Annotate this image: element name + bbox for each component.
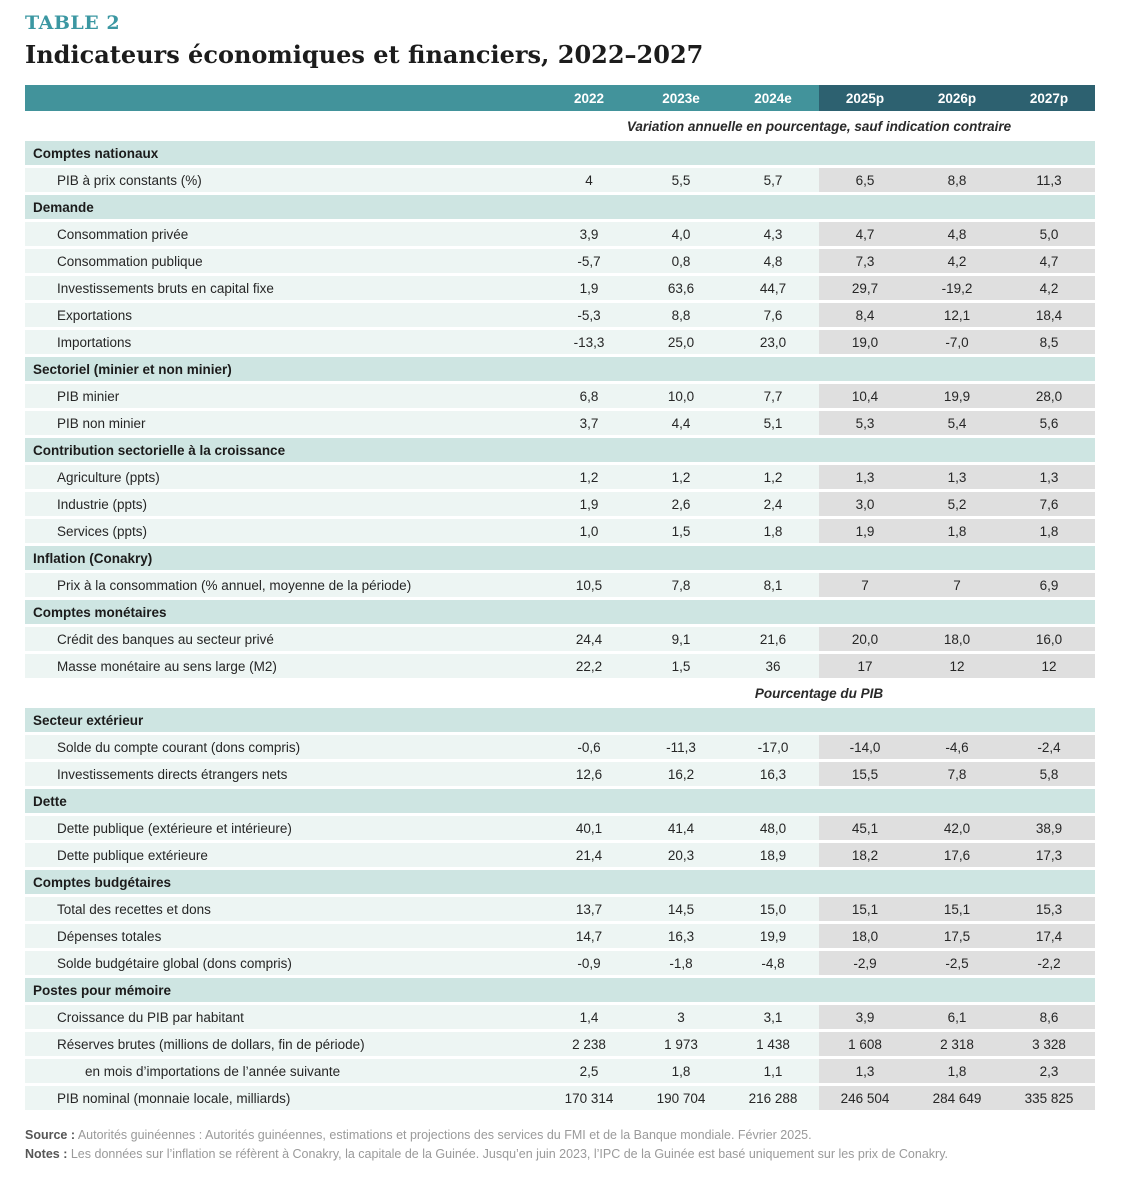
section-row — [25, 141, 1095, 165]
value-cell: 16,2 — [635, 762, 727, 786]
value-cell: 9,1 — [635, 627, 727, 651]
section-row — [25, 357, 1095, 381]
value-cell: 11,3 — [1003, 168, 1095, 192]
value-cell: 17 — [819, 654, 911, 678]
column-header-2026p: 2026p — [911, 85, 1003, 111]
section-row — [25, 978, 1095, 1002]
value-cell: 7,6 — [1003, 492, 1095, 516]
value-cell: 8,6 — [1003, 1005, 1095, 1029]
value-cell: 29,7 — [819, 276, 911, 300]
value-cell: 14,7 — [543, 924, 635, 948]
row-label: en mois d’importations de l’année suivante — [25, 1059, 543, 1083]
table-row — [25, 492, 1095, 516]
table-body — [25, 114, 1095, 1110]
value-cell: 16,0 — [1003, 627, 1095, 651]
section-label: Comptes nationaux — [33, 145, 159, 161]
value-cell: 10,4 — [819, 384, 911, 408]
value-cell: -14,0 — [819, 735, 911, 759]
value-cell: 38,9 — [1003, 816, 1095, 840]
value-cell: 25,0 — [635, 330, 727, 354]
value-cell: 1,9 — [819, 519, 911, 543]
row-label: Crédit des banques au secteur privé — [25, 627, 543, 651]
notes-note — [25, 1145, 1123, 1164]
row-label: PIB nominal (monnaie locale, milliards) — [25, 1086, 543, 1110]
value-cell: -0,9 — [543, 951, 635, 975]
table-row — [25, 951, 1095, 975]
value-cell: -4,6 — [911, 735, 1003, 759]
row-label: Consommation privée — [25, 222, 543, 246]
value-cell: 17,4 — [1003, 924, 1095, 948]
table-row — [25, 573, 1095, 597]
value-cell: 2,4 — [727, 492, 819, 516]
section-label: Inflation (Conakry) — [33, 550, 153, 566]
value-cell: 4,8 — [727, 249, 819, 273]
table-row — [25, 1005, 1095, 1029]
value-cell: -5,3 — [543, 303, 635, 327]
table-row — [25, 384, 1095, 408]
section-label: Dette — [33, 793, 67, 809]
value-cell: -5,7 — [543, 249, 635, 273]
table-row — [25, 1059, 1095, 1083]
value-cell: 36 — [727, 654, 819, 678]
table-header-row — [25, 85, 1095, 111]
row-label: Services (ppts) — [25, 519, 543, 543]
table-title: Indicateurs économiques et financiers, 2022–2027 — [25, 40, 704, 69]
value-cell: 8,8 — [911, 168, 1003, 192]
value-cell: 42,0 — [911, 816, 1003, 840]
value-cell: 20,0 — [819, 627, 911, 651]
section-row — [25, 870, 1095, 894]
value-cell: 28,0 — [1003, 384, 1095, 408]
value-cell: 22,2 — [543, 654, 635, 678]
value-cell: 3,1 — [727, 1005, 819, 1029]
value-cell: 4,0 — [635, 222, 727, 246]
notes-text: Les données sur l’inflation se réfèrent à Conakry, la capitale de la Guinée. Jusqu’en juin 2023, l’IPC de la Guinée est basé uniquement sur les prix de Conakry. — [70, 1146, 948, 1161]
value-cell: 7 — [911, 573, 1003, 597]
value-cell: 5,5 — [635, 168, 727, 192]
table-row — [25, 1032, 1095, 1056]
value-cell: 5,0 — [1003, 222, 1095, 246]
row-label: Prix à la consommation (% annuel, moyenne de la période) — [25, 573, 543, 597]
column-header-2024e: 2024e — [727, 85, 819, 111]
value-cell: 1,5 — [635, 654, 727, 678]
value-cell: -19,2 — [911, 276, 1003, 300]
value-cell: 8,4 — [819, 303, 911, 327]
column-header-2023e: 2023e — [635, 85, 727, 111]
value-cell: 12 — [911, 654, 1003, 678]
value-cell: 8,1 — [727, 573, 819, 597]
unit-note-row — [25, 681, 1095, 705]
table-row — [25, 1086, 1095, 1110]
table-row — [25, 168, 1095, 192]
source-note — [25, 1126, 1123, 1145]
value-cell: 6,1 — [911, 1005, 1003, 1029]
value-cell: 2,6 — [635, 492, 727, 516]
value-cell: 190 704 — [635, 1086, 727, 1110]
value-cell: 15,3 — [1003, 897, 1095, 921]
economic-indicators-table — [25, 85, 1095, 1110]
value-cell: 23,0 — [727, 330, 819, 354]
unit-note-row — [25, 114, 1095, 138]
value-cell: 18,0 — [819, 924, 911, 948]
value-cell: 1,8 — [1003, 519, 1095, 543]
value-cell: 7,8 — [911, 762, 1003, 786]
value-cell: 7,8 — [635, 573, 727, 597]
value-cell: 7 — [819, 573, 911, 597]
table-number-label: TABLE 2 — [25, 12, 121, 34]
value-cell: 15,0 — [727, 897, 819, 921]
section-label: Contribution sectorielle à la croissance — [33, 442, 286, 458]
section-row — [25, 789, 1095, 813]
value-cell: 5,4 — [911, 411, 1003, 435]
row-label: Solde budgétaire global (dons compris) — [25, 951, 543, 975]
value-cell: 7,7 — [727, 384, 819, 408]
table-row — [25, 276, 1095, 300]
row-label: Dette publique (extérieure et intérieure) — [25, 816, 543, 840]
row-label: Solde du compte courant (dons compris) — [25, 735, 543, 759]
value-cell: 17,6 — [911, 843, 1003, 867]
value-cell: 16,3 — [635, 924, 727, 948]
value-cell: 20,3 — [635, 843, 727, 867]
row-label: PIB minier — [25, 384, 543, 408]
value-cell: 8,8 — [635, 303, 727, 327]
value-cell: 170 314 — [543, 1086, 635, 1110]
value-cell: 246 504 — [819, 1086, 911, 1110]
value-cell: 1 438 — [727, 1032, 819, 1056]
table-row — [25, 465, 1095, 489]
value-cell: 1,3 — [819, 1059, 911, 1083]
value-cell: -7,0 — [911, 330, 1003, 354]
value-cell: 12 — [1003, 654, 1095, 678]
value-cell: 1,8 — [911, 1059, 1003, 1083]
value-cell: 3,9 — [543, 222, 635, 246]
value-cell: -2,4 — [1003, 735, 1095, 759]
value-cell: -11,3 — [635, 735, 727, 759]
value-cell: 1,2 — [635, 465, 727, 489]
value-cell: 1,4 — [543, 1005, 635, 1029]
value-cell: 4,4 — [635, 411, 727, 435]
section-row — [25, 600, 1095, 624]
value-cell: 5,8 — [1003, 762, 1095, 786]
value-cell: 5,6 — [1003, 411, 1095, 435]
value-cell: 48,0 — [727, 816, 819, 840]
section-row — [25, 195, 1095, 219]
table-row — [25, 924, 1095, 948]
value-cell: 1,9 — [543, 276, 635, 300]
value-cell: 8,5 — [1003, 330, 1095, 354]
note-spacer — [25, 681, 543, 705]
value-cell: 335 825 — [1003, 1086, 1095, 1110]
value-cell: 1,2 — [727, 465, 819, 489]
value-cell: 40,1 — [543, 816, 635, 840]
value-cell: 19,9 — [911, 384, 1003, 408]
section-row — [25, 708, 1095, 732]
section-label: Sectoriel (minier et non minier) — [33, 361, 232, 377]
value-cell: 2 318 — [911, 1032, 1003, 1056]
row-label: Agriculture (ppts) — [25, 465, 543, 489]
table-row — [25, 519, 1095, 543]
notes-label: Notes : — [25, 1146, 68, 1161]
value-cell: 4,3 — [727, 222, 819, 246]
value-cell: 1,3 — [911, 465, 1003, 489]
header-spacer — [25, 85, 543, 111]
section-label: Comptes budgétaires — [33, 874, 172, 890]
section-label: Postes pour mémoire — [33, 982, 172, 998]
row-label: Exportations — [25, 303, 543, 327]
value-cell: 6,8 — [543, 384, 635, 408]
value-cell: -17,0 — [727, 735, 819, 759]
value-cell: 1,3 — [819, 465, 911, 489]
value-cell: 5,1 — [727, 411, 819, 435]
column-header-2022: 2022 — [543, 85, 635, 111]
value-cell: 14,5 — [635, 897, 727, 921]
section-row — [25, 546, 1095, 570]
value-cell: 6,9 — [1003, 573, 1095, 597]
value-cell: 1,0 — [543, 519, 635, 543]
value-cell: -2,9 — [819, 951, 911, 975]
value-cell: 41,4 — [635, 816, 727, 840]
table-row — [25, 303, 1095, 327]
value-cell: 15,1 — [819, 897, 911, 921]
section-label: Secteur extérieur — [33, 712, 144, 728]
value-cell: 3 328 — [1003, 1032, 1095, 1056]
value-cell: 284 649 — [911, 1086, 1003, 1110]
table-row — [25, 654, 1095, 678]
value-cell: 3,9 — [819, 1005, 911, 1029]
value-cell: 3 — [635, 1005, 727, 1029]
row-label: Total des recettes et dons — [25, 897, 543, 921]
value-cell: 1 973 — [635, 1032, 727, 1056]
value-cell: 2,5 — [543, 1059, 635, 1083]
value-cell: 5,3 — [819, 411, 911, 435]
value-cell: 21,4 — [543, 843, 635, 867]
value-cell: 5,7 — [727, 168, 819, 192]
source-label: Source : — [25, 1128, 76, 1142]
value-cell: -0,6 — [543, 735, 635, 759]
row-label: Réserves brutes (millions de dollars, fin de période) — [25, 1032, 543, 1056]
value-cell: 5,2 — [911, 492, 1003, 516]
table-row — [25, 249, 1095, 273]
value-cell: 18,4 — [1003, 303, 1095, 327]
note-spacer — [25, 114, 543, 138]
source-text: Autorités guinéennes : Autorités guinéennes, estimations et projections des services du FMI et de la Banque mondiale. Février 2025. — [77, 1128, 812, 1142]
value-cell: 24,4 — [543, 627, 635, 651]
column-header-2027p: 2027p — [1003, 85, 1095, 111]
unit-note-text: Variation annuelle en pourcentage, sauf indication contraire — [626, 118, 1012, 134]
row-label: Dépenses totales — [25, 924, 543, 948]
row-label: Industrie (ppts) — [25, 492, 543, 516]
value-cell: 1,8 — [635, 1059, 727, 1083]
value-cell: -2,2 — [1003, 951, 1095, 975]
value-cell: 4,2 — [911, 249, 1003, 273]
value-cell: 1,3 — [1003, 465, 1095, 489]
value-cell: 7,6 — [727, 303, 819, 327]
row-label: Consommation publique — [25, 249, 543, 273]
value-cell: 6,5 — [819, 168, 911, 192]
value-cell: 4,8 — [911, 222, 1003, 246]
value-cell: 4 — [543, 168, 635, 192]
value-cell: 15,1 — [911, 897, 1003, 921]
value-cell: 12,1 — [911, 303, 1003, 327]
value-cell: 17,5 — [911, 924, 1003, 948]
value-cell: 19,0 — [819, 330, 911, 354]
value-cell: 17,3 — [1003, 843, 1095, 867]
table-row — [25, 222, 1095, 246]
value-cell: 1,8 — [727, 519, 819, 543]
value-cell: -4,8 — [727, 951, 819, 975]
value-cell: 18,9 — [727, 843, 819, 867]
value-cell: 3,0 — [819, 492, 911, 516]
value-cell: -1,8 — [635, 951, 727, 975]
value-cell: 18,0 — [911, 627, 1003, 651]
value-cell: 13,7 — [543, 897, 635, 921]
table-row — [25, 735, 1095, 759]
value-cell: 16,3 — [727, 762, 819, 786]
value-cell: 4,7 — [1003, 249, 1095, 273]
value-cell: 44,7 — [727, 276, 819, 300]
value-cell: 7,3 — [819, 249, 911, 273]
column-header-2025p: 2025p — [819, 85, 911, 111]
value-cell: 4,7 — [819, 222, 911, 246]
value-cell: 2,3 — [1003, 1059, 1095, 1083]
table-row — [25, 762, 1095, 786]
value-cell: 12,6 — [543, 762, 635, 786]
unit-note-text: Pourcentage du PIB — [754, 685, 884, 701]
table-row — [25, 897, 1095, 921]
section-label: Comptes monétaires — [33, 604, 167, 620]
value-cell: 15,5 — [819, 762, 911, 786]
value-cell: 4,2 — [1003, 276, 1095, 300]
value-cell: -13,3 — [543, 330, 635, 354]
row-label: Importations — [25, 330, 543, 354]
value-cell: 1,1 — [727, 1059, 819, 1083]
value-cell: 1,8 — [911, 519, 1003, 543]
row-label: PIB non minier — [25, 411, 543, 435]
section-row — [25, 438, 1095, 462]
row-label: Investissements directs étrangers nets — [25, 762, 543, 786]
row-label: PIB à prix constants (%) — [25, 168, 543, 192]
row-label: Croissance du PIB par habitant — [25, 1005, 543, 1029]
row-label: Masse monétaire au sens large (M2) — [25, 654, 543, 678]
value-cell: 1,9 — [543, 492, 635, 516]
table-row — [25, 627, 1095, 651]
value-cell: 19,9 — [727, 924, 819, 948]
row-label: Investissements bruts en capital fixe — [25, 276, 543, 300]
value-cell: 45,1 — [819, 816, 911, 840]
value-cell: 0,8 — [635, 249, 727, 273]
section-label: Demande — [33, 199, 94, 215]
value-cell: 216 288 — [727, 1086, 819, 1110]
value-cell: 21,6 — [727, 627, 819, 651]
table-row — [25, 330, 1095, 354]
table-footnotes — [25, 1126, 1123, 1164]
value-cell: 18,2 — [819, 843, 911, 867]
table-row — [25, 816, 1095, 840]
value-cell: 63,6 — [635, 276, 727, 300]
value-cell: 10,0 — [635, 384, 727, 408]
value-cell: 1 608 — [819, 1032, 911, 1056]
value-cell: 10,5 — [543, 573, 635, 597]
value-cell: 3,7 — [543, 411, 635, 435]
table-row — [25, 411, 1095, 435]
value-cell: 2 238 — [543, 1032, 635, 1056]
table-row — [25, 843, 1095, 867]
value-cell: 1,5 — [635, 519, 727, 543]
value-cell: -2,5 — [911, 951, 1003, 975]
row-label: Dette publique extérieure — [25, 843, 543, 867]
value-cell: 1,2 — [543, 465, 635, 489]
